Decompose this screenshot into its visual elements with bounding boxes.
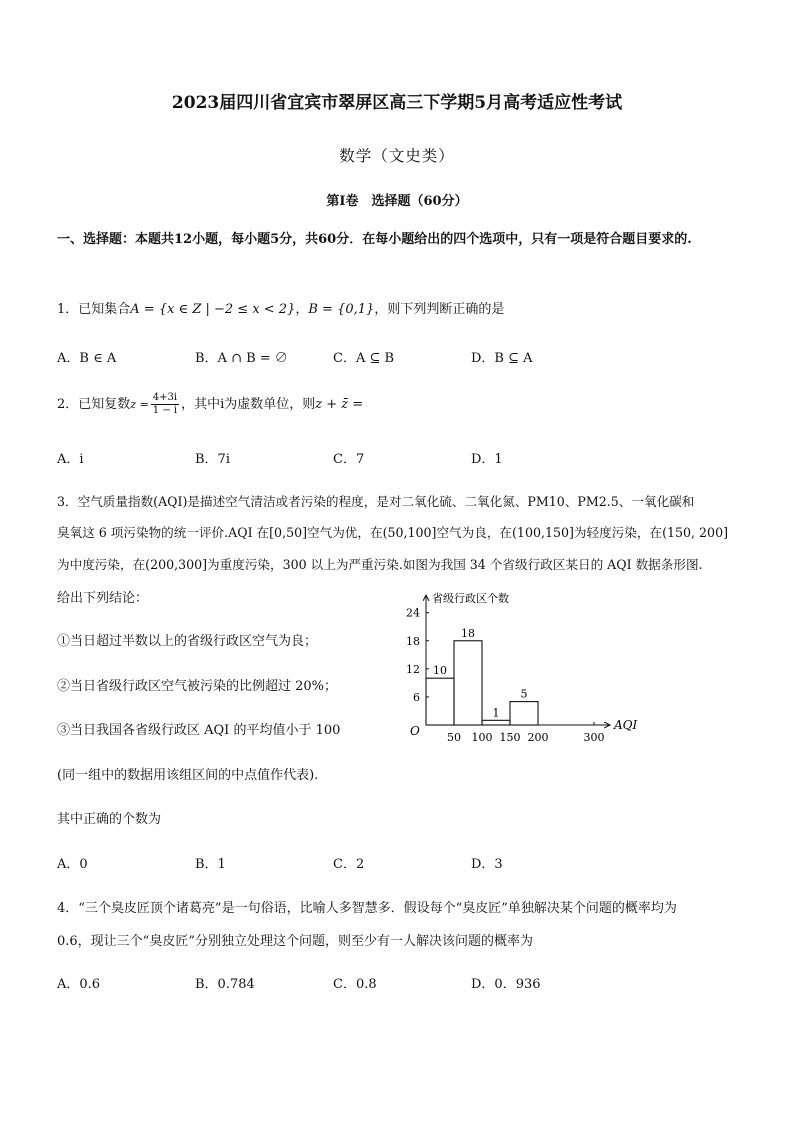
q1-set-b: B = {0,1} [308,302,375,317]
x-tick-label: 200 [527,731,549,744]
q2-option-d[interactable]: D．1 [471,452,503,467]
q3-option-a[interactable]: A．0 [57,857,88,872]
q3-option-c[interactable]: C．2 [333,857,365,872]
bar-value-label: 1 [492,706,500,720]
q1-sep: ， [295,302,309,317]
q2-fraction [151,392,179,417]
aqi-bar-chart [398,585,648,745]
q2-option-c[interactable]: C．7 [333,452,365,467]
q4-option-b[interactable]: B．0.784 [195,977,255,992]
bar [426,678,454,725]
y-tick-label: 12 [406,662,420,676]
x-axis-label: AQI [614,718,638,732]
q2-option-a[interactable]: A．i [57,452,84,467]
x-tick-label: 150 [499,731,521,744]
q3-conclusion-1: ①当日超过半数以上的省级行政区空气为良； [57,634,318,649]
bar-value-label: 5 [520,687,528,701]
origin-label: O [410,724,420,738]
q2-expr: z + z̄ = [315,397,364,412]
q1-set-a: A = {x ∈ Z | −2 ≤ x < 2} [130,302,296,317]
q2-z-eq: z = [130,398,149,411]
q4-option-a[interactable]: A．0.6 [57,977,101,992]
q1-lead: 1．已知集合 [57,302,131,317]
q1-option-b[interactable]: B．A ∩ B = ∅ [195,351,288,366]
y-tick-label: 6 [413,690,420,704]
question-2 [57,392,363,417]
q4-line-2: 0.6，现让三个“臭皮匠”分别独立处理这个问题，则至少有一人解决该问题的概率为 [57,934,533,949]
x-tick-label: 100 [471,731,493,744]
x-tick-label: 300 [583,731,605,744]
y-axis-label: 省级行政区个数 [432,592,509,605]
q3-line-1: 3．空气质量指数(AQI)是描述空气清洁或者污染的程度，是对二氧化硫、二氧化氮、PM10、PM2.5、一氧化碳和 [57,494,695,509]
x-tick-label: 50 [447,731,461,744]
bar-value-label: 10 [433,664,447,678]
q2-frac-num: 4+3i [152,392,178,403]
q1-tail: ，则下列判断正确的是 [374,302,505,317]
section-heading: 第Ⅰ卷 选择题（60分） [326,194,468,209]
q3-conclusion-2: ②当日省级行政区空气被污染的比例超过 20%； [57,679,338,694]
bar-value-label: 18 [461,626,475,640]
q2-tail: ，其中i为虚数单位，则 [181,397,316,412]
instructions: 一、选择题：本题共12小题，每小题5分，共60分．在每小题给出的四个选项中，只有一项是符合题目要求的. [57,232,692,247]
q2-frac-den: 1 − i [152,405,178,416]
q3-line-2: 臭氧这 6 项污染物的统一评价.AQI 在[0,50]空气为优，在(50,100]空气为良，在(100,150]为轻度污染，在(150, 200] [57,525,728,540]
y-tick-label: 24 [406,606,420,620]
q3-conclusion-3: ③当日我国各省级行政区 AQI 的平均值小于 100 [57,723,341,738]
q4-line-1: 4．“三个臭皮匠顶个诸葛亮”是一句俗语，比喻人多智慧多．假设每个“臭皮匠”单独解决某个问题的概率均为 [57,901,677,916]
q1-option-c[interactable]: C．A ⊆ B [333,351,395,366]
y-tick-label: 18 [406,634,420,648]
exam-title: 2023届四川省宜宾市翠屏区高三下学期5月高考适应性考试 [171,93,623,113]
q4-option-d[interactable]: D．0．936 [471,977,541,992]
q4-option-c[interactable]: C．0.8 [333,977,377,992]
q3-line-4: 给出下列结论： [57,591,149,606]
q3-note: (同一组中的数据用该组区间的中点值作代表). [57,768,319,783]
q2-lead: 2．已知复数 [57,397,131,412]
q3-option-d[interactable]: D．3 [471,857,503,872]
bar [482,720,510,725]
q1-option-a[interactable]: A．B ∈ A [57,351,117,366]
bar [454,641,482,725]
q3-option-b[interactable]: B．1 [195,857,226,872]
exam-subtitle: 数学（文史类） [339,147,455,165]
question-1 [57,298,504,317]
bar [510,702,538,725]
q2-option-b[interactable]: B．7i [195,452,230,467]
q1-option-d[interactable]: D．B ⊆ A [471,351,533,366]
q3-line-3: 为中度污染，在(200,300]为重度污染，300 以上为严重污染.如图为我国 34 个省级行政区某日的 AQI 数据条形图. [57,557,703,572]
q3-ask: 其中正确的个数为 [57,812,162,827]
